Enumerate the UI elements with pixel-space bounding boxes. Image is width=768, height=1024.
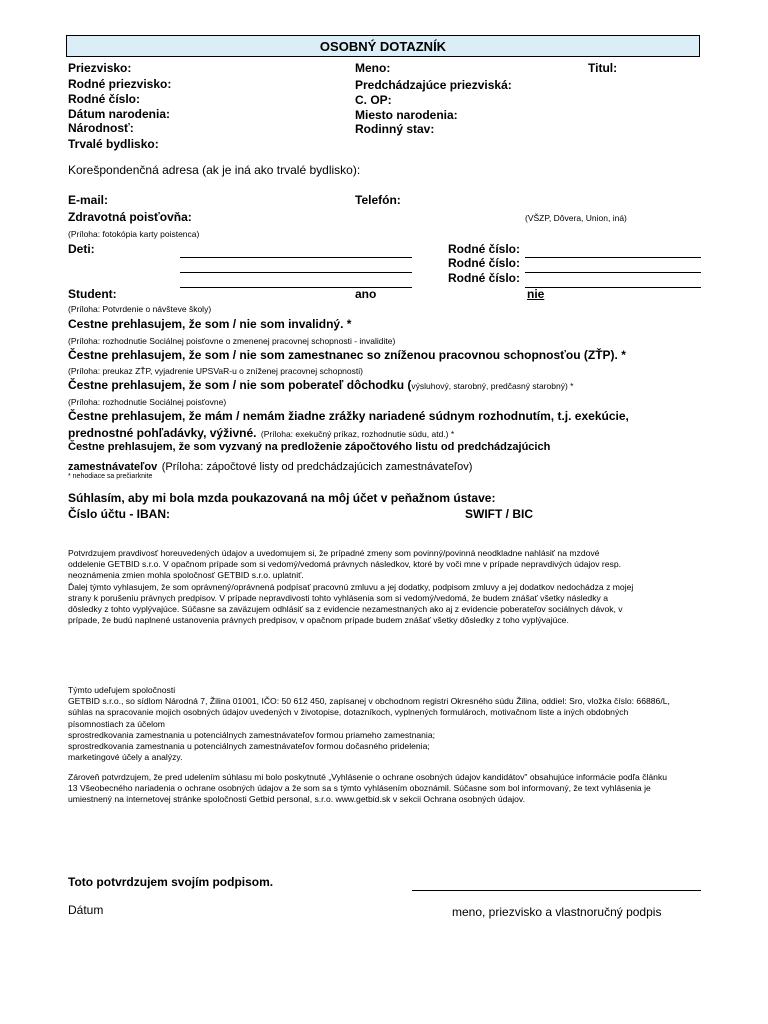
notice-line: 13 Všeobecného nariadenia o ochrane osobných údajov a že som sa s týmto vyhlásením oboznámil. Súčasne som bol informovaný, že text vyhlásenia je [68, 783, 651, 794]
confirm-line: prípade, že budú naplnené ustanovenia právnych predpisov, v opačnom prípade budem znášať všetky dôsledky z toho vyplývajúce. [68, 615, 569, 626]
label-rodne-priezvisko: Rodné priezvisko: [68, 77, 172, 91]
bank-suhlas: Súhlasím, aby mi bola mzda poukazovaná na môj účet v peňažnom ústave: [68, 491, 496, 505]
student-ano: ano [355, 287, 377, 301]
declaration-zapocet-line1: Čestne prehlasujem, že som vyzvaný na predloženie zápočtového listu od predchádzajúcich [68, 441, 551, 453]
label-potvrdzujem-podpisom: Toto potvrdzujem svojím podpisom. [68, 875, 274, 889]
label-titul: Titul: [588, 61, 618, 75]
label-rodne-cislo-dieta-2: Rodné číslo: [448, 256, 521, 270]
label-miesto-narodenia: Miesto narodenia: [355, 108, 458, 122]
notice-paragraph [68, 772, 667, 806]
declaration-dochodok-priloha: (Príloha: rozhodnutie Sociálnej poisťovne) [68, 397, 227, 407]
declaration-invalid: Cestne prehlasujem, že som / nie som invalidný. * [68, 317, 352, 331]
label-rodinny-stav: Rodinný stav: [355, 122, 435, 136]
notice-line: Zároveň potvrdzujem, že pred udelením súhlasu mi bolo poskytnuté „Vyhlásenie o ochrane osobných údajov kandidátov" obsahujúce informácie podľa článku [68, 772, 668, 782]
consent-line: sprostredkovania zamestnania u potenciálnych zamestnávateľov formou priameho zamestnania; [68, 729, 435, 740]
consent-line: súhlas na spracovanie mojich osobných údajov uvedených v životopise, dotazníkoch, vyplnených formulároch, motivačnom liste a iných obdobných [68, 707, 629, 718]
confirm-line: Potvrdzujem pravdivosť horeuvedených údajov a uvedomujem si, že prípadné zmeny som povinný/povinná neodkladne nahlásiť na mzdové [68, 548, 600, 558]
declaration-zrazky-line1: Čestne prehlasujem, že mám / nemám žiadne zrážky nariadené súdnym rozhodnutím, t.j. exekúcie, [68, 409, 629, 423]
label-rodne-cislo-dieta-1: Rodné číslo: [448, 242, 521, 256]
label-zdravotna-poistovna: Zdravotná poisťovňa: [68, 210, 192, 224]
poistovna-priloha: (Príloha: fotokópia karty poistenca) [68, 229, 200, 239]
label-iban: Číslo účtu - IBAN: [68, 507, 170, 521]
declaration-invalid-priloha: (Príloha: rozhodnutie Sociálnej poisťovne o zmenenej pracovnej schopnosti - invalidite) [68, 336, 396, 346]
label-email: E-mail: [68, 193, 109, 207]
declaration-dochodok-hint: výsluhový, starobný, predčasný starobný) * [411, 381, 574, 391]
label-trvale-bydlisko: Trvalé bydlisko: [68, 137, 159, 151]
label-rodne-cislo-dieta-3: Rodné číslo: [448, 271, 521, 285]
declaration-zrazky-line2: prednostné pohľadávky, výživné. [68, 426, 257, 440]
declaration-ztp-priloha: (Príloha: preukaz ZŤP, vyjadrenie UPSVaR-u o zníženej pracovnej schopnosti) [68, 366, 363, 376]
notice-line: umiestnený na internetovej stránke spoločnosti Getbid personal, s.r.o. www.getbid.sk v sekcii Ochrana osobných údajov. [68, 794, 525, 805]
consent-line: marketingové účely a analýzy. [68, 752, 183, 763]
deti-line-1 [180, 257, 412, 258]
consent-line: sprostredkovania zamestnania u potenciálnych zamestnávateľov formou dočasného pridelenia; [68, 741, 430, 752]
label-student: Student: [68, 287, 117, 301]
deti-line-2 [180, 272, 412, 273]
label-priezvisko: Priezvisko: [68, 61, 132, 75]
declaration-zrazky-line2-row [68, 424, 454, 442]
confirm-line: dôsledky z tohto vyplývajúce. Súčasne sa zaväzujem odhlásiť sa z evidencie nezamestnaných ako aj z evidencie poberateľov sociálnych dávok, v [68, 604, 623, 615]
label-narodnost: Národnosť: [68, 121, 134, 135]
label-deti: Deti: [68, 242, 95, 256]
confirm-line: oddelenie GETBID s.r.o. V opačnom prípade som si vedomý/vedomá právnych následkov, ktoré by voči mne v prípade nepravdivých údajov resp. [68, 559, 621, 570]
confirm-line: neoznámenia zmien mohla spoločnosť GETBID s.r.o. uplatniť. [68, 570, 304, 581]
declaration-dochodok [68, 378, 573, 392]
poistovna-hint: (VŠZP, Dôvera, Union, iná) [525, 213, 627, 223]
student-priloha: (Príloha: Potvrdenie o návšteve školy) [68, 304, 212, 314]
label-datum: Dátum [68, 903, 104, 917]
rodne-cislo-line-2 [525, 272, 701, 273]
label-meno: Meno: [355, 61, 391, 75]
confirm-line: strany k porušeniu právnych predpisov. V prípade nepravdivosti tohto vyhlásenia som si vedomý/vedomá, že budem znášať všetky následky a [68, 592, 608, 603]
declaration-ztp: Čestne prehlasujem, že som / nie som zamestnanec so zníženou pracovnou schopnosťou (ZŤP). * [68, 348, 626, 362]
label-telefon: Telefón: [355, 193, 401, 207]
rodne-cislo-line-3 [525, 287, 701, 288]
confirm-paragraph [68, 548, 633, 626]
declaration-zapocet-line2: zamestnávateľov [68, 461, 158, 473]
consent-line: písomnostiach za účelom [68, 718, 165, 729]
label-c-op: C. OP: [355, 93, 392, 107]
deti-line-3 [180, 287, 412, 288]
label-predchadzajuce-priezviska: Predchádzajúce priezviská: [355, 78, 512, 92]
label-swift-bic: SWIFT / BIC [465, 507, 533, 521]
label-meno-podpis: meno, priezvisko a vlastnoručný podpis [452, 905, 662, 919]
form-title: OSOBNÝ DOTAZNÍK [66, 35, 700, 57]
declaration-dochodok-text: Čestne prehlasujem, že som / nie som poberateľ dôchodku [68, 378, 405, 392]
consent-line: Týmto udeľujem spoločnosti [68, 685, 176, 695]
label-rodne-cislo: Rodné číslo: [68, 92, 141, 106]
footnote-nehodiace: * nehodiace sa prečiarknite [68, 473, 153, 480]
label-korespondencna-adresa: Korešpondenčná adresa (ak je iná ako trvalé bydlisko): [68, 163, 361, 177]
consent-line: GETBID s.r.o., so sídlom Národná 7, Žilina 01001, IČO: 50 612 450, zapísanej v obchodnom registri Okresného súdu Žilina, oddiel: Sro, vložka číslo: 66886/L, [68, 696, 670, 707]
label-datum-narodenia: Dátum narodenia: [68, 107, 171, 121]
declaration-zrazky-priloha: (Príloha: exekučný príkaz, rozhodnutie súdu, atd.) * [260, 429, 455, 439]
consent-paragraph [68, 685, 670, 763]
signature-line [412, 890, 701, 891]
student-nie: nie [527, 287, 545, 301]
declaration-dochodok-paren: ( [407, 378, 412, 392]
declaration-zapocet-priloha: (Príloha: zápočtové listy od predchádzajúcich zamestnávateľov) [161, 461, 473, 473]
rodne-cislo-line-1 [525, 257, 701, 258]
confirm-line: Ďalej týmto vyhlasujem, že som oprávnený/oprávnená podpísať pracovnú zmluvu a jej dodatky, podpisom zmluvy a jej dodatkov nedochádza z mojej [68, 581, 634, 592]
